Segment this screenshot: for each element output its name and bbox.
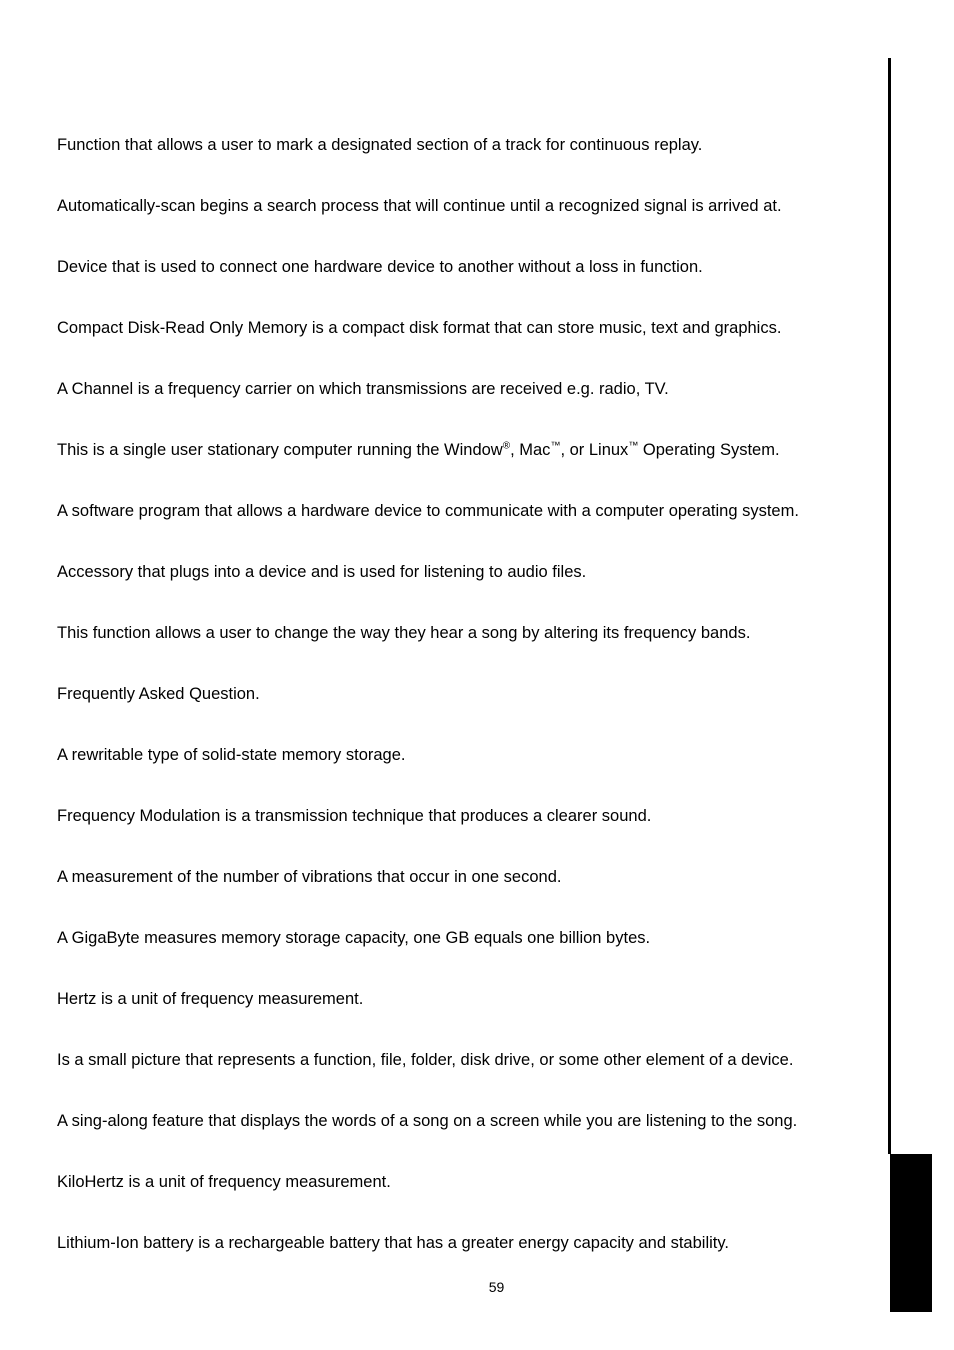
definition-text: Operating System.: [638, 441, 780, 459]
definition-item: A measurement of the number of vibrations that occur in one second.: [57, 868, 562, 886]
definition-item: A Channel is a frequency carrier on which transmissions are received e.g. radio, TV.: [57, 380, 669, 398]
definition-item: A GigaByte measures memory storage capacity, one GB equals one billion bytes.: [57, 929, 651, 947]
definition-item: Hertz is a unit of frequency measurement.: [57, 990, 364, 1008]
definition-text: , or Linux: [560, 441, 629, 459]
definition-item: Function that allows a user to mark a designated section of a track for continuous replay.: [57, 136, 703, 154]
definition-item: Frequently Asked Question.: [57, 685, 260, 703]
right-margin-rule: [888, 58, 891, 1154]
page-number: 59: [488, 1279, 505, 1295]
registered-mark: ®: [502, 440, 511, 452]
trademark-mark: ™: [550, 440, 561, 452]
definition-item: Accessory that plugs into a device and is used for listening to audio files.: [57, 563, 587, 581]
definition-item: Automatically-scan begins a search process that will continue until a recognized signal is arrived at.: [57, 197, 782, 215]
definition-item: A sing-along feature that displays the words of a song on a screen while you are listening to the song.: [57, 1112, 798, 1130]
definition-item: Is a small picture that represents a function, file, folder, disk drive, or some other element of a device.: [57, 1051, 794, 1069]
definition-item: Compact Disk-Read Only Memory is a compact disk format that can store music, text and graphics.: [57, 319, 782, 337]
definition-item: Device that is used to connect one hardware device to another without a loss in function.: [57, 258, 703, 276]
definition-text: This is a single user stationary computer running the Window: [57, 441, 503, 459]
definition-item: This function allows a user to change the way they hear a song by altering its frequency bands.: [57, 624, 751, 642]
glossary-definitions: [57, 132, 877, 1291]
definition-item: KiloHertz is a unit of frequency measurement.: [57, 1173, 391, 1191]
definition-item: Lithium-Ion battery is a rechargeable battery that has a greater energy capacity and stability.: [57, 1234, 729, 1252]
definition-item: [57, 437, 877, 498]
definition-item: A rewritable type of solid-state memory storage.: [57, 746, 406, 764]
definition-text: , Mac: [510, 441, 551, 459]
trademark-mark: ™: [628, 440, 639, 452]
definition-item: Frequency Modulation is a transmission technique that produces a clearer sound.: [57, 807, 652, 825]
definition-item: A software program that allows a hardware device to communicate with a computer operating system.: [57, 502, 799, 520]
